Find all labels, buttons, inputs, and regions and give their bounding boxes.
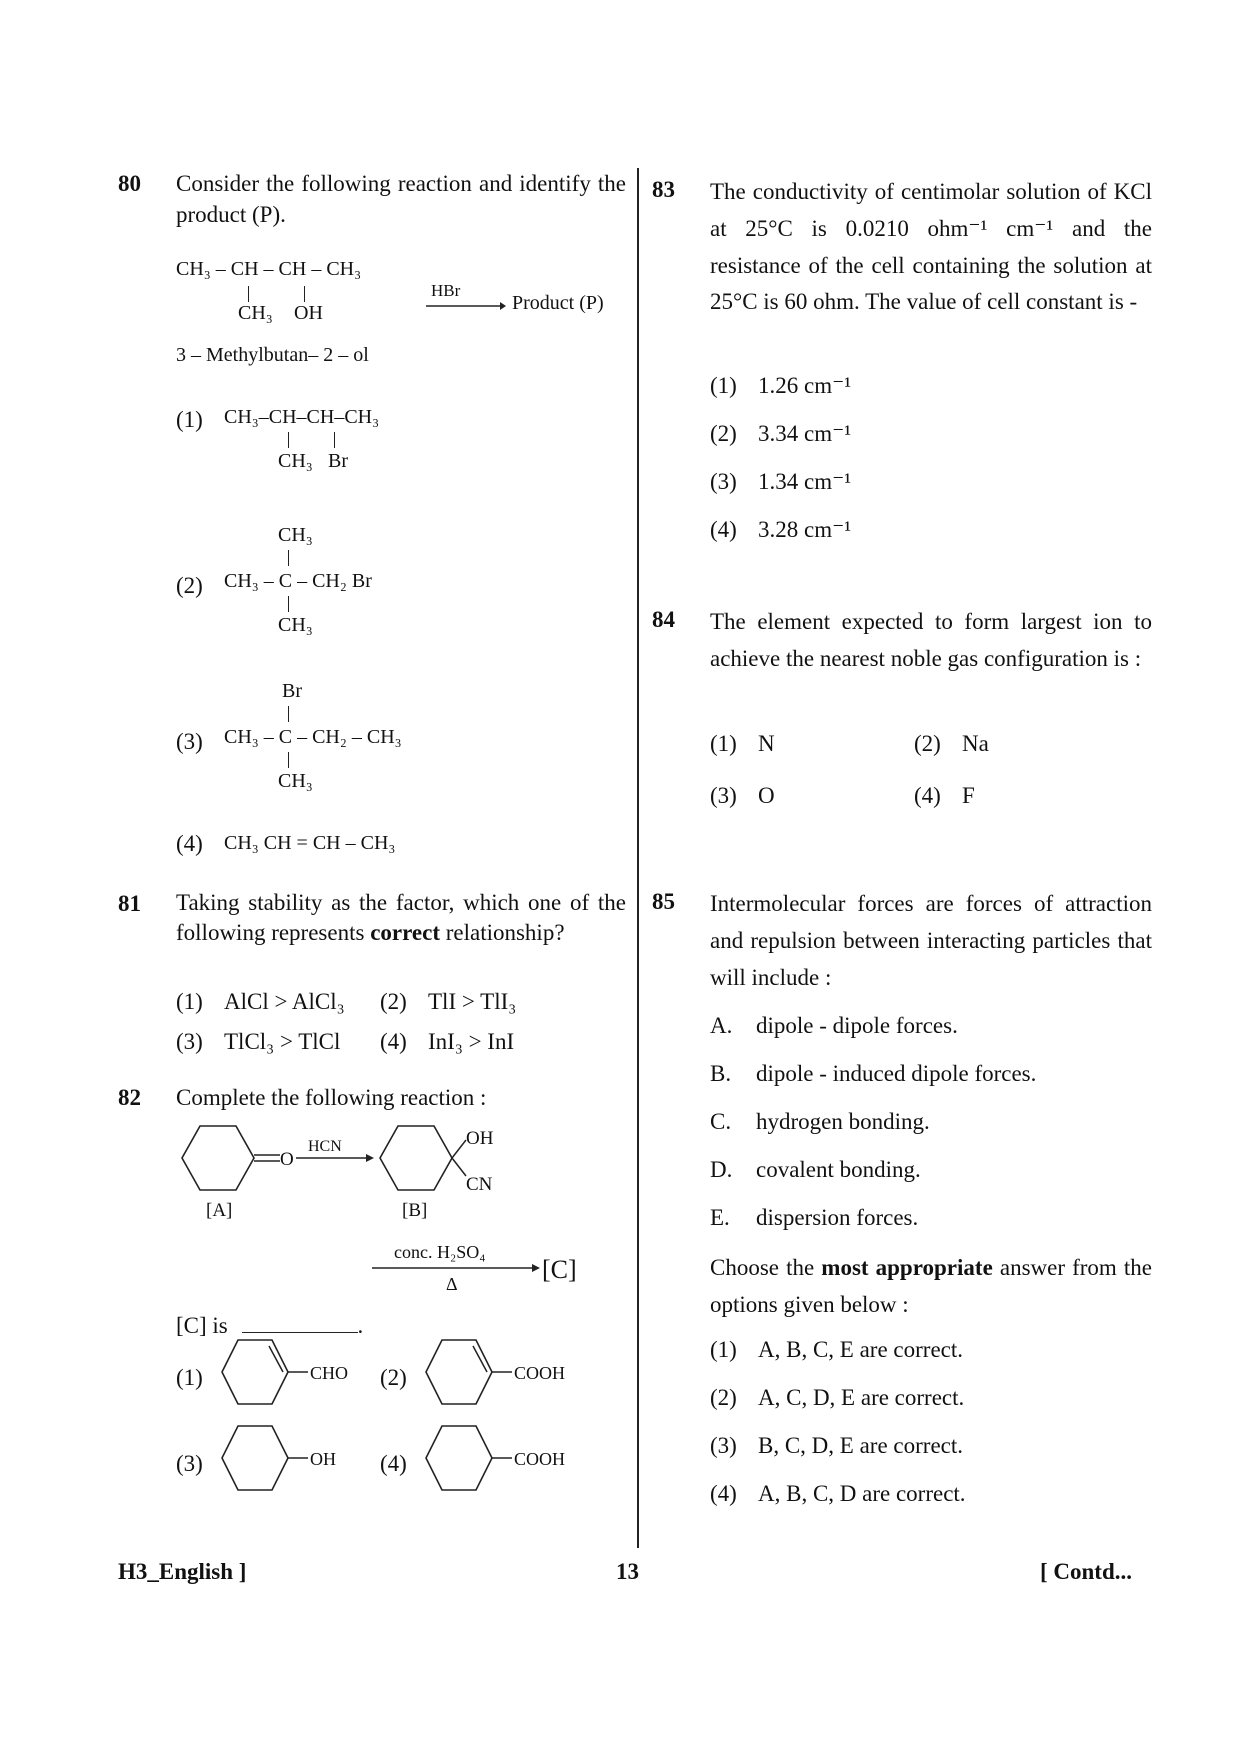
option-number: (1) — [176, 1365, 203, 1390]
option-1 — [176, 1362, 203, 1393]
reaction-b-to-c — [368, 1234, 628, 1304]
question-number: 85 — [652, 889, 675, 914]
list-item-a — [710, 1010, 958, 1041]
item-letter: D. — [710, 1157, 733, 1182]
option-1 — [710, 370, 851, 401]
chain: CH₃–CH–CH–CH₃ — [224, 406, 380, 428]
option-text: 1.34 cm⁻¹ — [758, 469, 852, 494]
question-84 — [652, 604, 1152, 808]
option-text: A, C, D, E are correct. — [758, 1385, 965, 1410]
option-number: (3) — [176, 1029, 203, 1054]
instruction — [710, 1250, 1152, 1324]
question-text: The element expected to form largest ion to achieve the nearest noble gas configuration is : — [710, 609, 1152, 671]
chain: CH₃ – C – CH₂ Br — [224, 570, 372, 592]
top-br: Br — [282, 680, 302, 702]
label-a: [A] — [206, 1200, 233, 1221]
option-text: 3.34 cm⁻¹ — [758, 421, 852, 446]
option-2 — [380, 1362, 407, 1393]
option-4 — [710, 514, 851, 545]
option-1-structure — [218, 1338, 368, 1408]
question-83 — [652, 174, 1152, 542]
option-4 — [380, 1448, 407, 1479]
list-item-c — [710, 1106, 930, 1137]
reactant-branch-methyl: CH₃ — [238, 302, 273, 324]
text-part: answer from the options given below : — [710, 1255, 1152, 1317]
answer-blank — [242, 1332, 358, 1333]
list-item-e — [710, 1202, 918, 1233]
option-number: (3) — [176, 729, 203, 754]
option-1 — [176, 404, 224, 435]
option-text: Na — [962, 731, 989, 756]
option-text: A, B, C, E are correct. — [758, 1337, 964, 1362]
option-3 — [710, 1430, 963, 1461]
oh-label: OH — [466, 1128, 494, 1149]
option-number: (2) — [380, 989, 407, 1014]
label-b: [B] — [402, 1200, 428, 1221]
option-4 — [710, 1478, 966, 1509]
question-text: Consider the following reaction and identify the product (P). — [176, 171, 626, 228]
option-1-structure — [224, 404, 524, 474]
reagent-hbr: HBr — [431, 281, 461, 300]
option-text: 3.28 cm⁻¹ — [758, 517, 852, 542]
option-2 — [710, 1382, 964, 1413]
option-number: (2) — [380, 1365, 407, 1390]
label-c: [C] — [542, 1255, 577, 1284]
text-part: relationship? — [445, 919, 565, 945]
option-text: A, B, C, D are correct. — [758, 1481, 966, 1506]
question-81 — [118, 888, 626, 1054]
ring-a — [182, 1126, 254, 1190]
option-text: TlCl₃ > TlCl — [224, 1029, 341, 1054]
option-4 — [176, 828, 224, 859]
option-number: (1) — [710, 1337, 737, 1362]
option-3 — [176, 726, 224, 757]
reaction-a-to-b — [176, 1124, 626, 1224]
option-1 — [176, 986, 345, 1017]
option-number: (3) — [710, 783, 737, 808]
option-2-structure — [224, 522, 524, 636]
option-text: TlI > TlI₃ — [428, 989, 517, 1014]
option-4 — [380, 1026, 514, 1057]
option-number: (1) — [710, 731, 737, 756]
question-text: Intermolecular forces are forces of attraction and repulsion between interacting particles that will include : — [710, 891, 1152, 990]
option-4-structure: CH₃ CH = CH – CH₃ — [224, 832, 396, 854]
option-number: (2) — [176, 573, 203, 598]
option-1 — [710, 728, 775, 759]
reaction-scheme — [176, 256, 626, 376]
option-text: AlCl > AlCl₃ — [224, 989, 345, 1014]
option-2 — [380, 986, 516, 1017]
option-text: 1.26 cm⁻¹ — [758, 373, 852, 398]
item-text: dipole - dipole forces. — [756, 1013, 958, 1038]
ring-b — [380, 1126, 452, 1190]
option-number: (4) — [176, 831, 203, 856]
carbonyl-o: O — [280, 1149, 294, 1170]
emphasis: most appropriate — [821, 1255, 993, 1280]
footer-page-number: 13 — [616, 1559, 639, 1584]
group-cho: CHO — [310, 1363, 349, 1383]
group-cooh: COOH — [514, 1449, 566, 1469]
option-text: InI₃ > InI — [428, 1029, 515, 1054]
text-part: Choose the — [710, 1255, 815, 1280]
question-number: 81 — [118, 891, 141, 916]
option-number: (2) — [914, 731, 941, 756]
group-cooh: COOH — [514, 1363, 566, 1383]
branch-br: Br — [328, 450, 348, 472]
branch-methyl: CH₃ — [278, 450, 313, 472]
footer-contd: [ Contd... — [1040, 1559, 1133, 1584]
footer-paper-code: H3_English ] — [118, 1559, 247, 1584]
option-text: B, C, D, E are correct. — [758, 1433, 964, 1458]
option-number: (4) — [710, 517, 737, 542]
list-item-d — [710, 1154, 921, 1185]
reagent-h2so4: conc. H₂SO₄ — [394, 1242, 486, 1262]
option-text: N — [758, 731, 775, 756]
product-label: Product (P) — [512, 292, 604, 314]
reactant-branch-oh: OH — [294, 302, 323, 324]
option-text: O — [758, 783, 775, 808]
option-3 — [710, 780, 775, 811]
heat-delta: Δ — [446, 1274, 458, 1294]
item-letter: C. — [710, 1109, 732, 1134]
option-1 — [710, 1334, 963, 1365]
reactant-chain: CH₃ – CH – CH – CH₃ — [176, 258, 362, 280]
option-4 — [914, 780, 975, 811]
option-3-structure — [224, 678, 524, 792]
question-text: The conductivity of centimolar solution of KCl at 25°C is 0.0210 ohm⁻¹ cm⁻¹ and the resistance of the cell containing the solution at 25°C is 60 ohm. The value of cell constant is - — [710, 179, 1152, 315]
reaction-arrow — [426, 300, 506, 312]
option-number: (3) — [710, 1433, 737, 1458]
item-text: dipole - induced dipole forces. — [756, 1061, 1037, 1086]
option-2 — [710, 418, 851, 449]
column-divider — [637, 168, 639, 1548]
option-2 — [914, 728, 989, 759]
option-number: (1) — [710, 373, 737, 398]
top-methyl: CH₃ — [278, 524, 313, 546]
bottom-methyl: CH₃ — [278, 614, 313, 636]
question-82 — [118, 1082, 626, 1476]
c-is-text: [C] is — [176, 1313, 228, 1338]
item-text: dispersion forces. — [756, 1205, 919, 1230]
question-text — [176, 888, 626, 948]
option-3 — [176, 1026, 340, 1057]
option-number: (4) — [380, 1451, 407, 1476]
item-text: hydrogen bonding. — [756, 1109, 930, 1134]
item-letter: E. — [710, 1205, 730, 1230]
list-item-b — [710, 1058, 1036, 1089]
question-number: 80 — [118, 171, 141, 196]
option-3-structure — [218, 1424, 368, 1494]
option-number: (2) — [710, 421, 737, 446]
option-number: (4) — [914, 783, 941, 808]
question-number: 82 — [118, 1085, 141, 1110]
option-3 — [710, 466, 851, 497]
cn-label: CN — [466, 1174, 493, 1195]
reactant-name: 3 – Methylbutan– 2 – ol — [176, 344, 369, 366]
option-text: F — [962, 783, 975, 808]
chain: CH₃ – C – CH₂ – CH₃ — [224, 726, 402, 748]
option-number: (1) — [176, 989, 203, 1014]
option-number: (4) — [380, 1029, 407, 1054]
option-number: (4) — [710, 1481, 737, 1506]
option-number: (3) — [176, 1451, 203, 1476]
bottom-methyl: CH₃ — [278, 770, 313, 792]
question-80 — [118, 168, 626, 856]
option-4-structure — [422, 1424, 582, 1494]
option-3 — [176, 1448, 203, 1479]
question-number: 83 — [652, 177, 675, 202]
question-number: 84 — [652, 607, 675, 632]
emphasis: correct — [370, 919, 440, 945]
option-2-structure — [422, 1338, 582, 1408]
option-number: (3) — [710, 469, 737, 494]
group-oh: OH — [310, 1449, 336, 1469]
option-2 — [176, 570, 224, 601]
option-number: (2) — [710, 1385, 737, 1410]
item-text: covalent bonding. — [756, 1157, 921, 1182]
question-text: Complete the following reaction : — [176, 1085, 487, 1110]
item-letter: A. — [710, 1013, 733, 1038]
c-is-line: [C] is . — [176, 1313, 364, 1338]
reagent-hcn: HCN — [308, 1138, 342, 1155]
option-number: (1) — [176, 407, 203, 432]
text-part: Taking stability as the factor, which one of the following represents — [176, 890, 626, 945]
item-letter: B. — [710, 1061, 732, 1086]
question-85 — [652, 886, 1152, 1506]
